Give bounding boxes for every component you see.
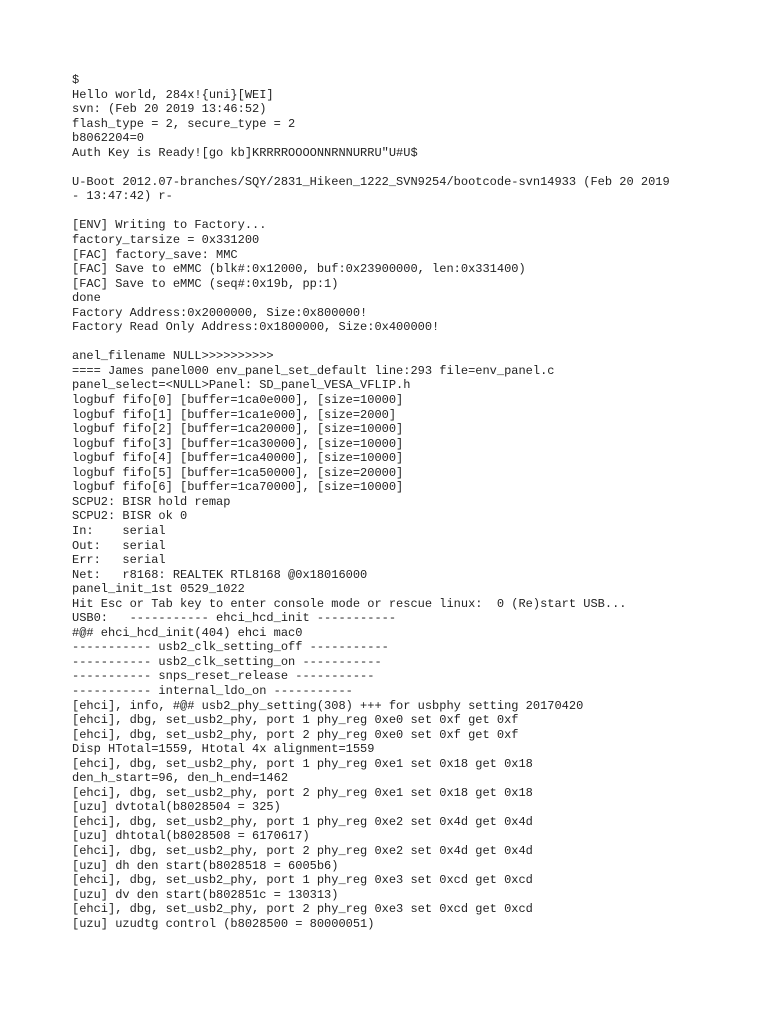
- log-line: b8062204=0: [72, 131, 145, 146]
- log-line: [uzu] uzudtg control (b8028500 = 80000051): [72, 916, 375, 931]
- log-line: Factory Address:0x2000000, Size:0x800000!: [72, 305, 368, 320]
- log-line: [72, 160, 670, 175]
- log-line: svn: (Feb 20 2019 13:46:52): [72, 102, 267, 117]
- log-line: [ehci], dbg, set_usb2_phy, port 2 phy_reg 0xe2 set 0x4d get 0x4d: [72, 843, 533, 858]
- log-line: Err: serial: [72, 553, 166, 568]
- log-line: SCPU2: BISR hold remap: [72, 494, 231, 509]
- log-line: [uzu] dhtotal(b8028508 = 6170617): [72, 829, 310, 844]
- log-line: ----------- usb2_clk_setting_off -----------: [72, 640, 389, 655]
- log-line: den_h_start=96, den_h_end=1462: [72, 771, 289, 786]
- log-line: U-Boot 2012.07-branches/SQY/2831_Hikeen_1222_SVN9254/bootcode-svn14933 (Feb 20 2019: [72, 174, 670, 189]
- log-line: [FAC] factory_save: MMC: [72, 247, 238, 262]
- log-line: [ehci], dbg, set_usb2_phy, port 2 phy_reg 0xe3 set 0xcd get 0xcd: [72, 902, 533, 917]
- log-line: [ehci], dbg, set_usb2_phy, port 1 phy_reg 0xe0 set 0xf get 0xf: [72, 713, 519, 728]
- log-line: Auth Key is Ready![go kb]KRRRROOOONNRNNURRU"U#U$: [72, 145, 418, 160]
- log-line: Factory Read Only Address:0x1800000, Size:0x400000!: [72, 320, 440, 335]
- log-line: - 13:47:42) r-: [72, 189, 173, 204]
- log-line: logbuf fifo[3] [buffer=1ca30000], [size=10000]: [72, 436, 404, 451]
- log-line: $: [72, 73, 80, 87]
- log-line: [ENV] Writing to Factory...: [72, 218, 267, 233]
- log-line: [FAC] Save to eMMC (seq#:0x19b, pp:1): [72, 276, 339, 291]
- log-line: [uzu] dv den start(b802851c = 130313): [72, 887, 339, 902]
- log-line: [ehci], dbg, set_usb2_phy, port 1 phy_reg 0xe3 set 0xcd get 0xcd: [72, 873, 533, 888]
- log-line: Hello world, 284x!{uni}[WEI]: [72, 87, 274, 102]
- log-line: logbuf fifo[1] [buffer=1ca1e000], [size=2000]: [72, 407, 397, 422]
- log-line: Disp HTotal=1559, Htotal 4x alignment=1559: [72, 742, 375, 757]
- log-line: [FAC] Save to eMMC (blk#:0x12000, buf:0x23900000, len:0x331400): [72, 262, 526, 277]
- log-line: flash_type = 2, secure_type = 2: [72, 116, 296, 131]
- log-line: factory_tarsize = 0x331200: [72, 233, 260, 248]
- log-line: [uzu] dvtotal(b8028504 = 325): [72, 800, 281, 815]
- log-line: [ehci], dbg, set_usb2_phy, port 2 phy_reg 0xe1 set 0x18 get 0x18: [72, 785, 533, 800]
- log-line: done: [72, 291, 101, 306]
- log-line: [72, 335, 670, 350]
- log-line: #@# ehci_hcd_init(404) ehci mac0: [72, 625, 303, 640]
- log-line: Out: serial: [72, 538, 166, 553]
- log-line: [ehci], dbg, set_usb2_phy, port 1 phy_reg 0xe1 set 0x18 get 0x18: [72, 756, 533, 771]
- log-line: SCPU2: BISR ok 0: [72, 509, 188, 524]
- log-line: logbuf fifo[0] [buffer=1ca0e000], [size=10000]: [72, 393, 404, 408]
- log-line: logbuf fifo[4] [buffer=1ca40000], [size=10000]: [72, 451, 404, 466]
- log-line: [ehci], info, #@# usb2_phy_setting(308) +++ for usbphy setting 20170420: [72, 698, 584, 713]
- log-line: ==== James panel000 env_panel_set_default line:293 file=env_panel.c: [72, 363, 555, 378]
- log-line: [72, 204, 670, 219]
- log-line: [ehci], dbg, set_usb2_phy, port 2 phy_reg 0xe0 set 0xf get 0xf: [72, 727, 519, 742]
- log-line: Hit Esc or Tab key to enter console mode or rescue linux: 0 (Re)start USB...: [72, 596, 627, 611]
- log-line: ----------- usb2_clk_setting_on -----------: [72, 654, 382, 669]
- log-line: Net: r8168: REALTEK RTL8168 @0x18016000: [72, 567, 368, 582]
- log-line: [uzu] dh den start(b8028518 = 6005b6): [72, 858, 339, 873]
- log-line: panel_select=<NULL>Panel: SD_panel_VESA_VFLIP.h: [72, 378, 411, 393]
- log-line: [ehci], dbg, set_usb2_phy, port 1 phy_reg 0xe2 set 0x4d get 0x4d: [72, 814, 533, 829]
- log-line: ----------- internal_ldo_on -----------: [72, 683, 353, 698]
- log-line: In: serial: [72, 523, 166, 538]
- log-line: logbuf fifo[5] [buffer=1ca50000], [size=20000]: [72, 465, 404, 480]
- log-line: logbuf fifo[6] [buffer=1ca70000], [size=10000]: [72, 480, 404, 495]
- boot-log-text: [72, 73, 670, 931]
- log-line: anel_filename NULL>>>>>>>>>>: [72, 349, 274, 364]
- log-line: ----------- snps_reset_release -----------: [72, 669, 375, 684]
- log-line: panel_init_1st 0529_1022: [72, 582, 245, 597]
- log-line: logbuf fifo[2] [buffer=1ca20000], [size=10000]: [72, 422, 404, 437]
- log-line: USB0: ----------- ehci_hcd_init -----------: [72, 611, 397, 626]
